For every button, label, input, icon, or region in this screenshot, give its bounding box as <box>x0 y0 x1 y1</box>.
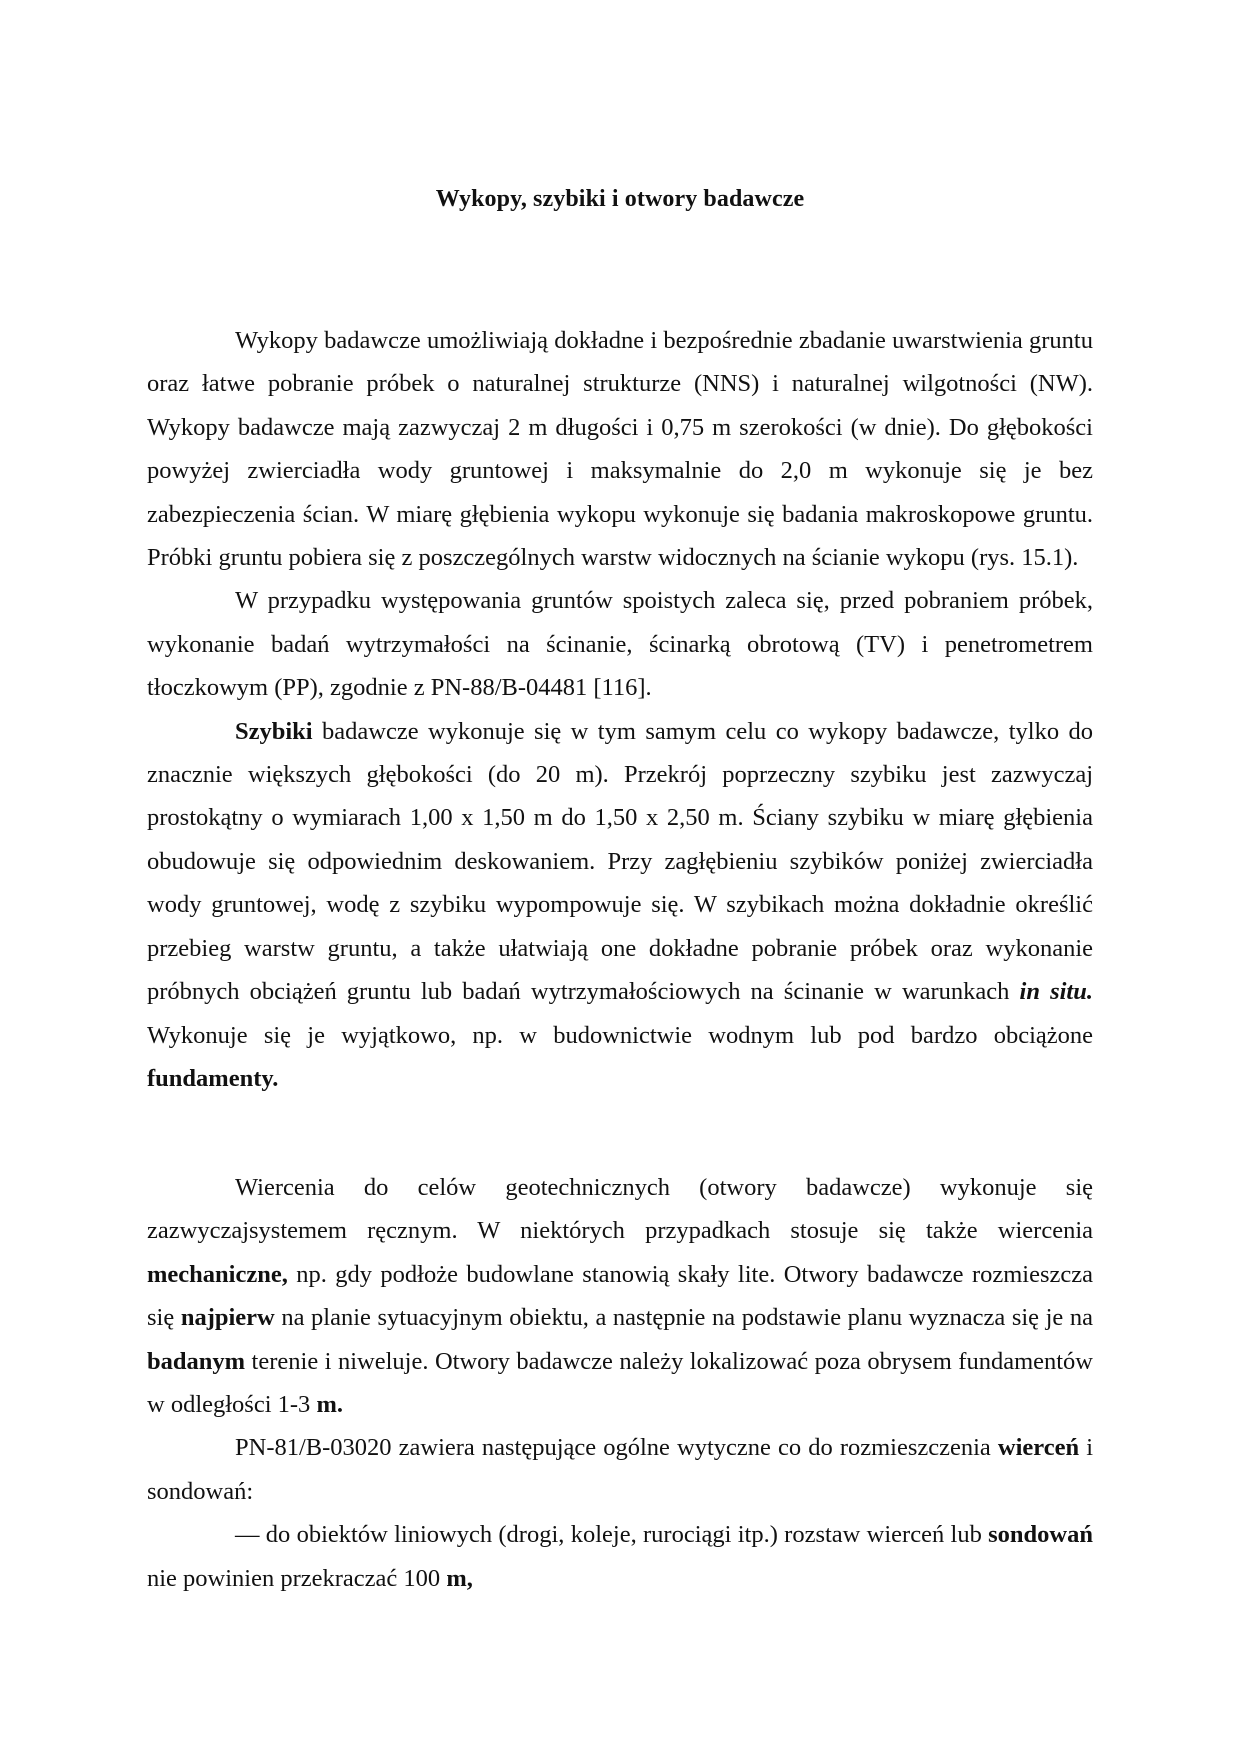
term-m: m. <box>316 1391 343 1419</box>
list-item-text-1: — do obiektów liniowych (drogi, koleje, rurociągi itp.) rozstaw wierceń lub <box>235 1521 989 1549</box>
term-szybiki: Szybiki <box>235 717 313 745</box>
paragraph-drilling <box>147 1166 1093 1426</box>
term-sondowan: sondowań <box>988 1521 1093 1549</box>
paragraph-cohesive-soils: W przypadku występowania gruntów spoistych zaleca się, przed pobraniem próbek, wykonanie badań wytrzymałości na ścinanie, ścinarką obrotową (TV) i penetrometrem tłoczkowym (PP), zgodnie z PN-88/B-04481 [116]. <box>147 587 1093 702</box>
section-boreholes <box>147 1166 1093 1600</box>
paragraph-standard-text-2: i sondowań: <box>147 1434 1093 1505</box>
document-title: Wykopy, szybiki i otwory badawcze <box>435 186 805 212</box>
paragraph-standard <box>147 1426 1093 1513</box>
paragraph-shafts <box>147 710 1093 1101</box>
paragraph-drilling-text-3: na planie sytuacyjnym obiektu, a następnie na podstawie planu wyznacza się je na <box>274 1304 1094 1332</box>
term-m-comma: m, <box>446 1564 473 1592</box>
paragraph-standard-text-1: PN-81/B-03020 zawiera następujące ogólne wytyczne co do rozmieszczenia <box>235 1434 998 1462</box>
paragraph-drilling-text-4: terenie i niweluje. Otwory badawcze należy lokalizować poza obrysem fundamentów w odległości 1-3 <box>147 1347 1093 1419</box>
section-excavations <box>147 319 1093 1100</box>
term-najpierw: najpierw <box>180 1304 275 1332</box>
paragraph-shafts-text-2: Wykonuje się je wyjątkowo, np. w budownictwie wodnym lub pod bardzo obciążone <box>147 1021 1093 1049</box>
paragraph-shafts-text: badawcze wykonuje się w tym samym celu co wykopy badawcze, tylko do znacznie większych głębokości (do 20 m). Przekrój poprzeczny szybiku jest zazwyczaj prostokątny o wymiarach 1,00 x 1,50 m do 1,50 x 2,50 m. Ściany szybiku w miarę głębienia obudowuje się odpowiednim deskowaniem. Przy zagłębieniu szybików poniżej zwierciadła wody gruntowej, wodę z szybiku wypompowuje się. W szybikach można dokładnie określić przebieg warstw gruntu, a także ułatwiają one dokładne pobranie próbek oraz wykonanie próbnych obciążeń gruntu lub badań wytrzymałościowych na ścinanie w warunkach <box>147 717 1093 1006</box>
list-item-linear-objects <box>147 1513 1093 1600</box>
paragraph-excavations: Wykopy badawcze umożliwiają dokładne i bezpośrednie zbadanie uwarstwienia gruntu oraz łatwe pobranie próbek o naturalnej strukturze (NNS) i naturalnej wilgotności (NW). Wykopy badawcze mają zazwyczaj 2 m długości i 0,75 m szerokości (w dnie). Do głębokości powyżej zwierciadła wody gruntowej i maksymalnie do 2,0 m wykonuje się je bez zabezpieczenia ścian. W miarę głębienia wykopu wykonuje się badania makroskopowe gruntu. Próbki gruntu pobiera się z poszczególnych warstw widocznych na ścianie wykopu (rys. 15.1). <box>147 327 1093 572</box>
paragraph-drilling-text-2: np. gdy podłoże budowlane stanowią skały lite. Otwory badawcze rozmieszcza się <box>147 1260 1093 1332</box>
term-wiercen: wierceń <box>997 1434 1080 1462</box>
term-fundamenty: fundamenty. <box>147 1064 279 1092</box>
list-item-text-2: nie powinien przekraczać 100 <box>147 1564 447 1592</box>
paragraph-drilling-text-1: Wiercenia do celów geotechnicznych (otwory badawcze) wykonuje się zazwyczajsystemem ręcznym. W niektórych przypadkach stosuje się także wiercenia <box>147 1174 1093 1245</box>
term-in-situ: in situ. <box>1019 978 1093 1006</box>
term-badanym: badanym <box>147 1347 246 1375</box>
term-mechaniczne: mechaniczne, <box>147 1260 288 1288</box>
